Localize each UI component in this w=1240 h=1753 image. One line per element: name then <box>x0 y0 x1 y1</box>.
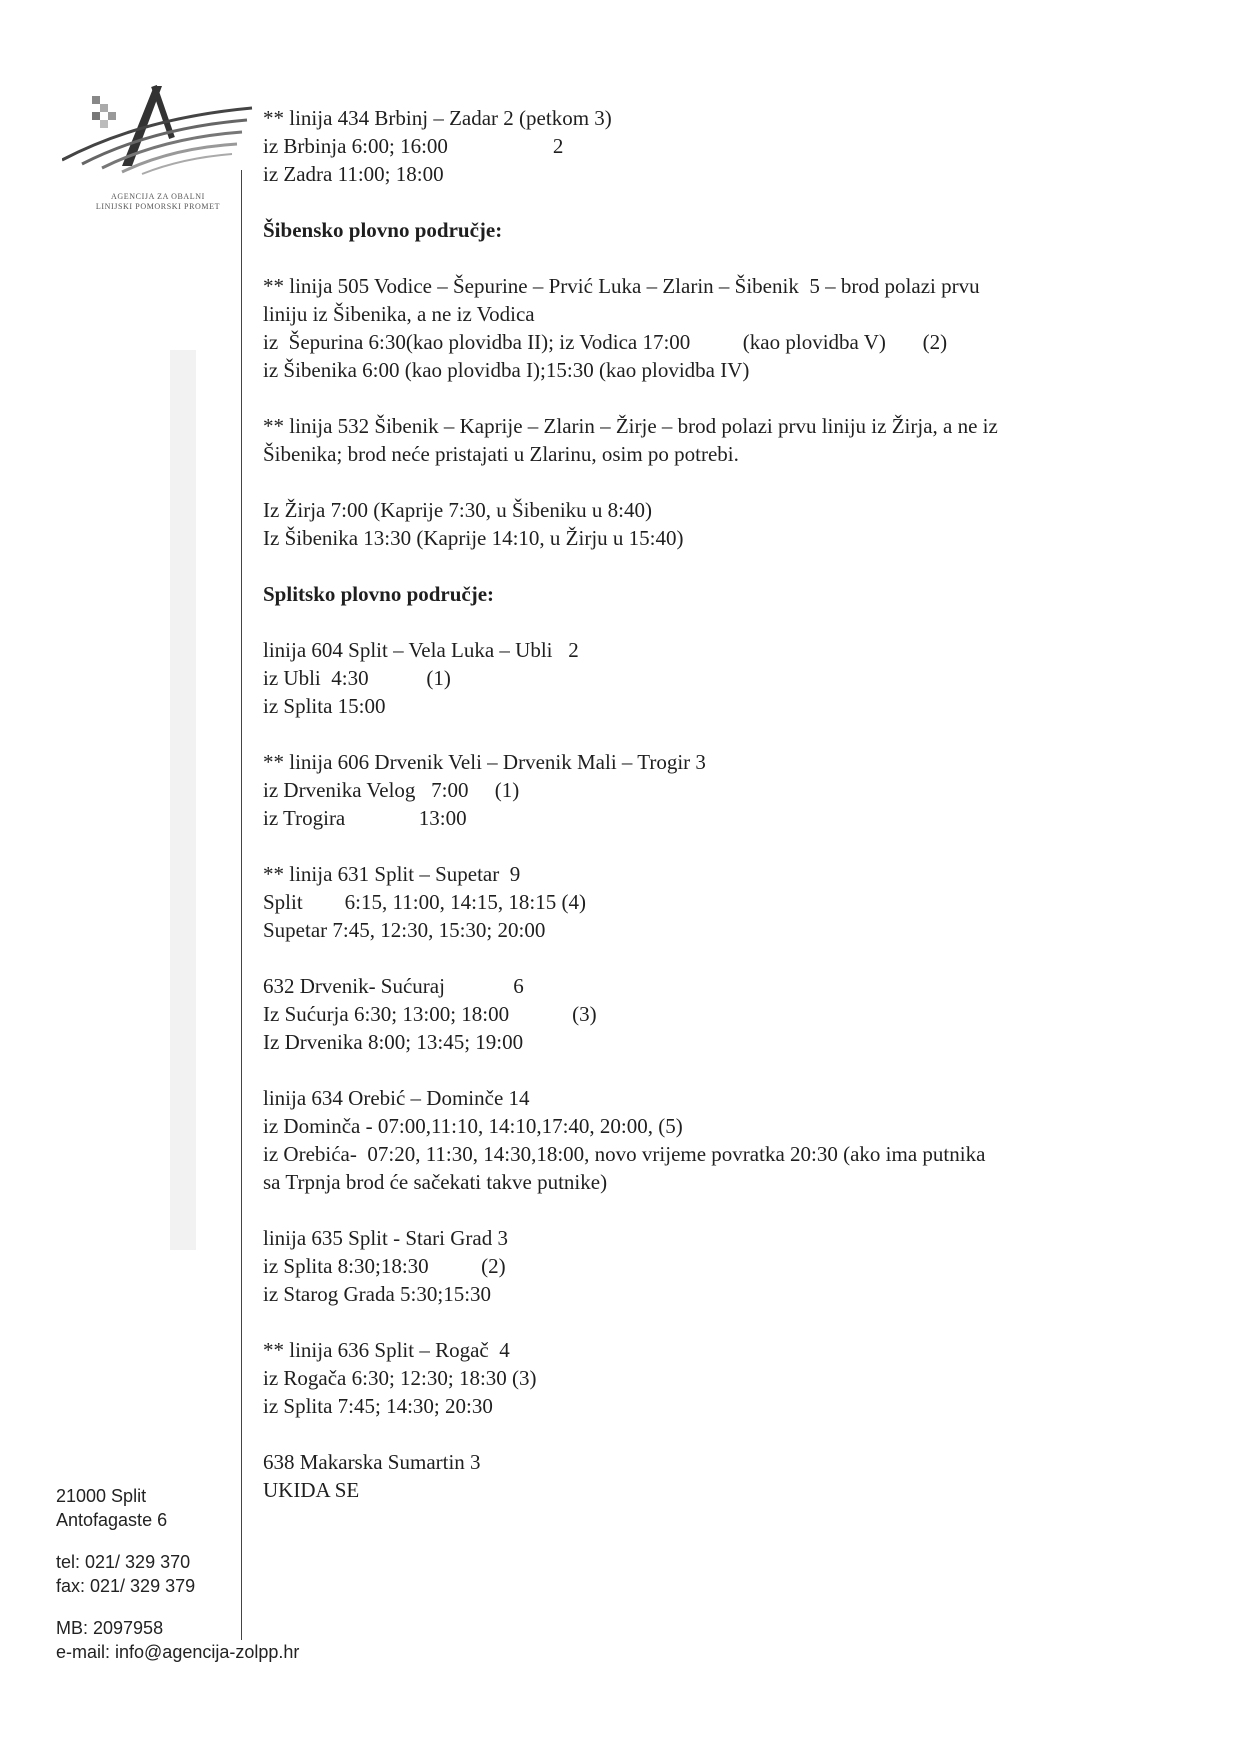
text-line: iz Splita 15:00 <box>263 694 386 718</box>
text-line: UKIDA SE <box>263 1478 360 1502</box>
text-line: ** linija 505 Vodice – Šepurine – Prvić Luka – Zlarin – Šibenik 5 – brod polazi prvu <box>263 274 980 298</box>
text-line: ** linija 606 Drvenik Veli – Drvenik Mali – Trogir 3 <box>263 750 706 774</box>
address-fax: fax: 021/ 329 379 <box>56 1576 196 1596</box>
text-line: iz Orebića- 07:20, 11:30, 14:30,18:00, novo vrijeme povratka 20:30 (ako ima putnika <box>263 1142 986 1166</box>
address-mb: MB: 2097958 <box>56 1618 164 1638</box>
text-line: ** linija 434 Brbinj – Zadar 2 (petkom 3) <box>263 106 612 130</box>
text-line: linija 635 Split - Stari Grad 3 <box>263 1226 508 1250</box>
text-line: liniju iz Šibenika, a ne iz Vodica <box>263 302 535 326</box>
text-line: iz Starog Grada 5:30;15:30 <box>263 1282 492 1306</box>
text-line: iz Brbinja 6:00; 16:00 2 <box>263 134 564 158</box>
watermark <box>150 350 220 1250</box>
agency-name: AGENCIJA ZA OBALNI LINIJSKI POMORSKI PROMET <box>95 192 221 211</box>
text-line: ** linija 532 Šibenik – Kaprije – Zlarin – Žirje – brod polazi prvu liniju iz Žirja, a ne iz <box>263 414 998 438</box>
text-line: iz Rogača 6:30; 12:30; 18:30 (3) <box>263 1366 537 1390</box>
text-line: 638 Makarska Sumartin 3 <box>263 1450 481 1474</box>
text-line: sa Trpnja brod će sačekati takve putnike) <box>263 1170 608 1194</box>
text-line: iz Zadra 11:00; 18:00 <box>263 162 444 186</box>
text-line: iz Trogira 13:00 <box>263 806 467 830</box>
text-line: Split 6:15, 11:00, 14:15, 18:15 (4) <box>263 890 586 914</box>
text-line: 632 Drvenik- Sućuraj 6 <box>263 974 524 998</box>
text-line: iz Splita 8:30;18:30 (2) <box>263 1254 506 1278</box>
text-line: linija 634 Orebić – Dominče 14 <box>263 1086 530 1110</box>
text-line: Šibenika; brod neće pristajati u Zlarinu, osim po potrebi. <box>263 442 739 466</box>
address-postal: 21000 Split <box>56 1486 147 1506</box>
address-street: Antofagaste 6 <box>56 1510 168 1530</box>
section-heading: Šibensko plovno područje: <box>263 218 503 242</box>
address-email: e-mail: info@agencija-zolpp.hr <box>56 1642 300 1662</box>
text-line: iz Šibenika 6:00 (kao plovidba I);15:30 (kao plovidba IV) <box>263 358 750 382</box>
text-line: ** linija 636 Split – Rogač 4 <box>263 1338 510 1362</box>
document-body <box>263 104 1163 1504</box>
text-line: linija 604 Split – Vela Luka – Ubli 2 <box>263 638 579 662</box>
text-line: Iz Drvenika 8:00; 13:45; 19:00 <box>263 1030 524 1054</box>
section-heading: Splitsko plovno područje: <box>263 582 495 606</box>
text-line: Iz Žirja 7:00 (Kaprije 7:30, u Šibeniku u 8:40) <box>263 498 653 522</box>
text-line: Supetar 7:45, 12:30, 15:30; 20:00 <box>263 918 546 942</box>
agency-logo <box>62 78 254 178</box>
text-line: iz Splita 7:45; 14:30; 20:30 <box>263 1394 493 1418</box>
text-line: iz Dominča - 07:00,11:10, 14:10,17:40, 20:00, (5) <box>263 1114 683 1138</box>
text-line: iz Drvenika Velog 7:00 (1) <box>263 778 520 802</box>
address-tel: tel: 021/ 329 370 <box>56 1552 191 1572</box>
text-line: Iz Sućurja 6:30; 13:00; 18:00 (3) <box>263 1002 597 1026</box>
divider-line <box>241 170 242 1640</box>
text-line: Iz Šibenika 13:30 (Kaprije 14:10, u Žirju u 15:40) <box>263 526 684 550</box>
text-line: ** linija 631 Split – Supetar 9 <box>263 862 521 886</box>
text-line: iz Šepurina 6:30(kao plovidba II); iz Vodica 17:00 (kao plovidba V) (2) <box>263 330 948 354</box>
text-line: iz Ubli 4:30 (1) <box>263 666 451 690</box>
